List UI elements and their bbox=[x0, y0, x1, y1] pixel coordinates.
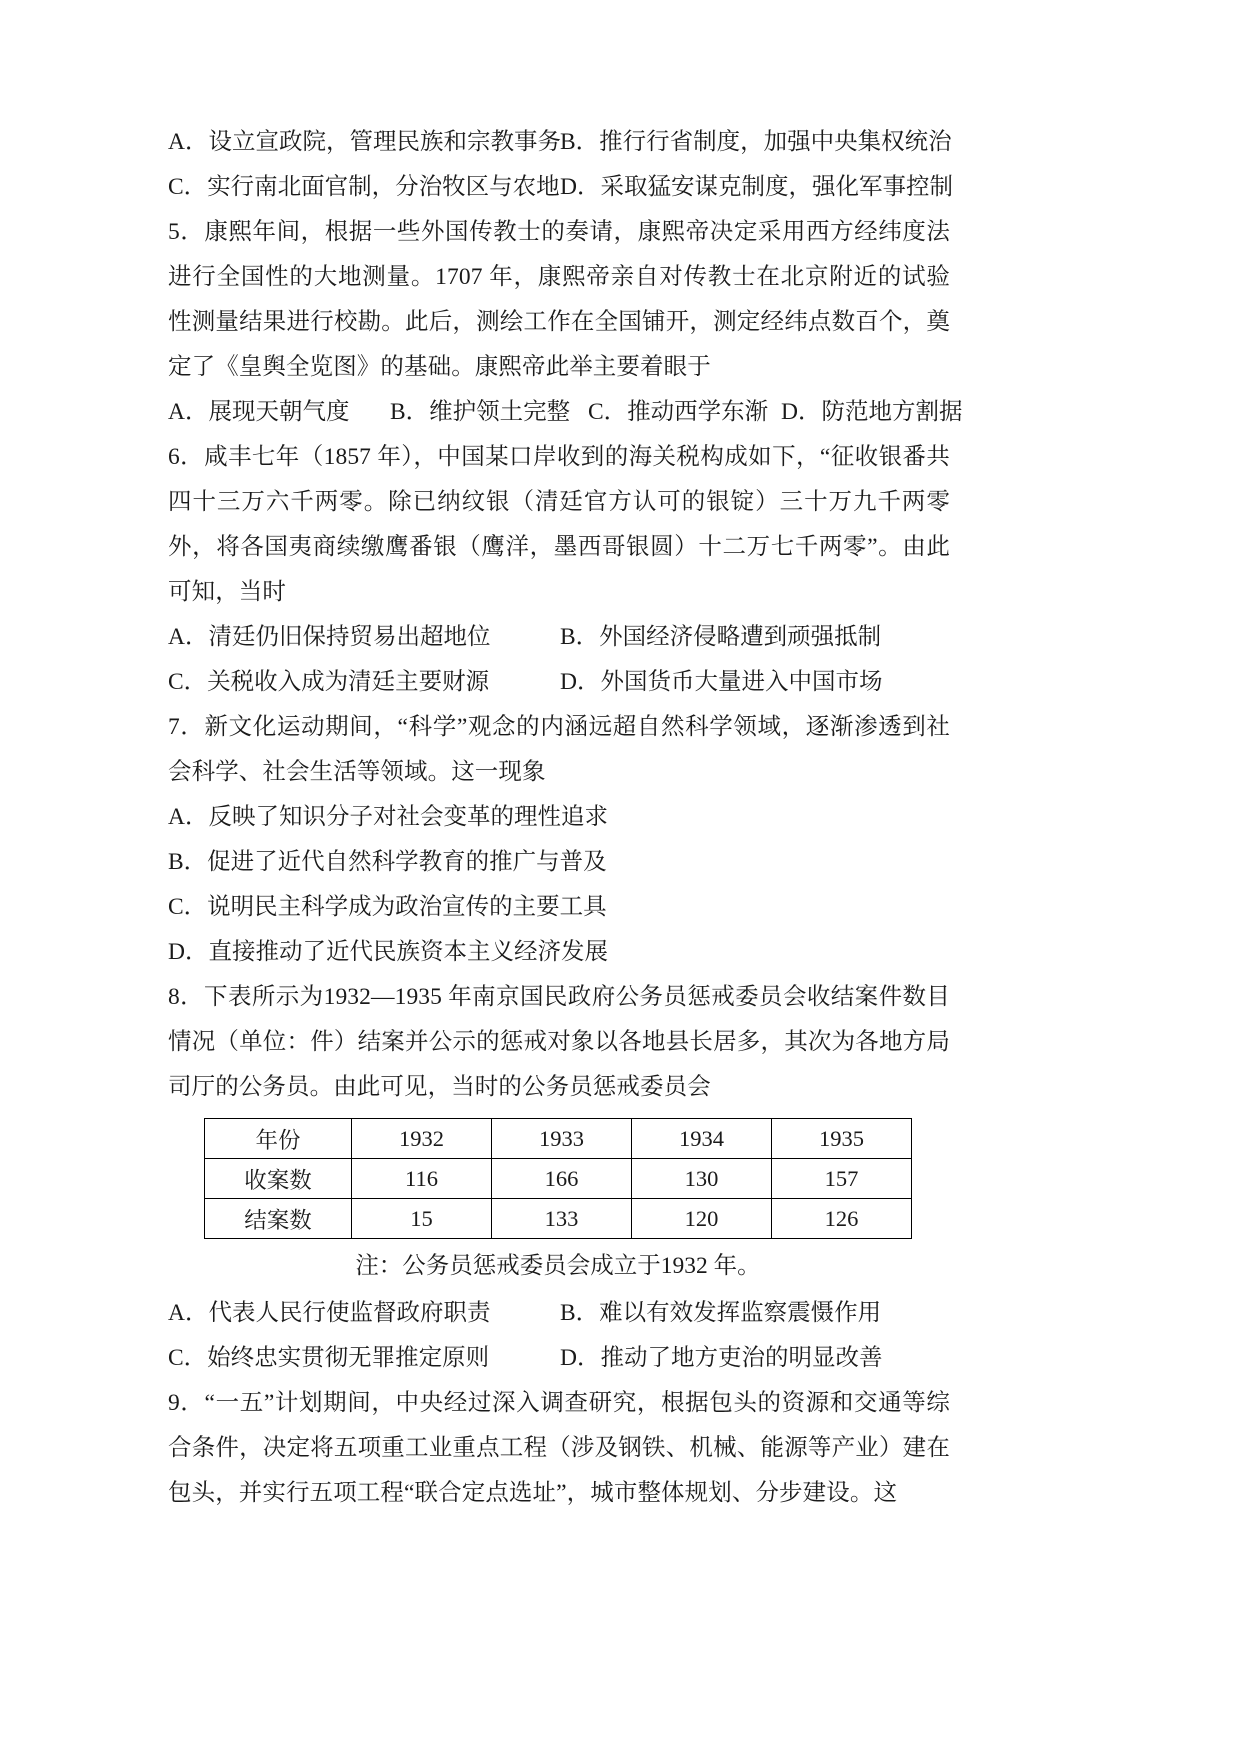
table-cell-year-1934: 1934 bbox=[632, 1119, 772, 1159]
q4-option-a[interactable]: A．设立宣政院，管理民族和宗教事务 bbox=[168, 129, 561, 155]
q5-stem: 5．康熙年间，根据一些外国传教士的奏请，康熙帝决定采用西方经纬度法进行全国性的大地测量。1707 年，康熙帝亲自对传教士在北京附近的试验性测量结果进行校勘。此后，测绘工作在全国铺开，测定经纬点数百个，奠定了《皇舆全览图》的基础。康熙帝此举主要着眼于 bbox=[168, 219, 950, 380]
table-row-label-received: 收案数 bbox=[205, 1159, 352, 1199]
table-cell-received-1934: 130 bbox=[632, 1159, 772, 1199]
q4-options-row-1 bbox=[168, 120, 950, 165]
q5-options-row bbox=[168, 390, 963, 435]
q8-options-row-1 bbox=[168, 1291, 950, 1336]
q6-options-row-2 bbox=[168, 660, 950, 705]
q6-options-row-1 bbox=[168, 615, 950, 660]
q4-options-row-2 bbox=[168, 165, 953, 210]
q5-option-c[interactable]: C．推动西学东渐 bbox=[588, 399, 769, 425]
table-cell-year-1933: 1933 bbox=[492, 1119, 632, 1159]
q5-option-a[interactable]: A．展现天朝气度 bbox=[168, 399, 350, 425]
page-content bbox=[168, 120, 963, 1516]
q4-option-d[interactable]: D．采取猛安谋克制度，强化军事控制 bbox=[560, 174, 953, 200]
q5-option-b[interactable]: B．维护领土完整 bbox=[390, 399, 571, 425]
q8-stem: 8．下表所示为1932—1935 年南京国民政府公务员惩戒委员会收结案件数目情况（单位：件）结案并公示的惩戒对象以各地县长居多，其次为各地方局司厅的公务员。由此可见，当时的公务员惩戒委员会 bbox=[168, 984, 950, 1100]
table-row-label-year: 年份 bbox=[205, 1119, 352, 1159]
q7-option-d[interactable]: D．直接推动了近代民族资本主义经济发展 bbox=[168, 939, 608, 965]
q4-option-c[interactable]: C．实行南北面官制，分治牧区与农地 bbox=[168, 174, 560, 200]
q8-options-row-2 bbox=[168, 1336, 950, 1381]
q4-option-b[interactable]: B．推行行省制度，加强中央集权统治 bbox=[560, 129, 952, 155]
q8-option-c[interactable]: C．始终忠实贯彻无罪推定原则 bbox=[168, 1345, 490, 1371]
q8-data-table bbox=[204, 1118, 912, 1239]
q8-option-a[interactable]: A．代表人民行使监督政府职责 bbox=[168, 1300, 491, 1326]
q6-option-c[interactable]: C．关税收入成为清廷主要财源 bbox=[168, 669, 490, 695]
q8-option-b[interactable]: B．难以有效发挥监察震慑作用 bbox=[560, 1300, 882, 1326]
q5-option-d[interactable]: D．防范地方割据 bbox=[781, 399, 963, 425]
table-row-label-closed: 结案数 bbox=[205, 1199, 352, 1239]
q8-option-d[interactable]: D．推动了地方吏治的明显改善 bbox=[560, 1345, 883, 1371]
table-cell-closed-1935: 126 bbox=[772, 1199, 912, 1239]
q6-option-d[interactable]: D．外国货币大量进入中国市场 bbox=[560, 669, 883, 695]
table-row bbox=[205, 1119, 912, 1159]
q7-option-a[interactable]: A．反映了知识分子对社会变革的理性追求 bbox=[168, 804, 608, 830]
q7-option-c[interactable]: C．说明民主科学成为政治宣传的主要工具 bbox=[168, 894, 607, 920]
q6-option-a[interactable]: A．清廷仍旧保持贸易出超地位 bbox=[168, 624, 491, 650]
q7-stem: 7．新文化运动期间，“科学”观念的内涵远超自然科学领域，逐渐渗透到社会科学、社会生活等领域。这一现象 bbox=[168, 714, 950, 785]
table-row bbox=[205, 1199, 912, 1239]
q6-stem: 6．咸丰七年（1857 年），中国某口岸收到的海关税构成如下，“征收银番共四十三万六千两零。除已纳纹银（清廷官方认可的银锭）三十万九千两零外，将各国夷商续缴鹰番银（鹰洋，墨西哥银圆）十二万七千两零”。由此可知，当时 bbox=[168, 444, 950, 605]
table-cell-received-1932: 116 bbox=[352, 1159, 492, 1199]
table-row bbox=[205, 1159, 912, 1199]
table-cell-closed-1934: 120 bbox=[632, 1199, 772, 1239]
q8-table-note: 注：公务员惩戒委员会成立于1932 年。 bbox=[355, 1253, 761, 1279]
table-cell-received-1933: 166 bbox=[492, 1159, 632, 1199]
q7-option-b[interactable]: B．促进了近代自然科学教育的推广与普及 bbox=[168, 849, 607, 875]
q9-stem: 9．“一五”计划期间，中央经过深入调查研究，根据包头的资源和交通等综合条件，决定将五项重工业重点工程（涉及钢铁、机械、能源等产业）建在包头，并实行五项工程“联合定点选址”，城市整体规划、分步建设。这 bbox=[168, 1390, 950, 1506]
q8-table-wrap bbox=[204, 1118, 912, 1239]
table-cell-closed-1932: 15 bbox=[352, 1199, 492, 1239]
table-cell-closed-1933: 133 bbox=[492, 1199, 632, 1239]
table-cell-received-1935: 157 bbox=[772, 1159, 912, 1199]
table-cell-year-1932: 1932 bbox=[352, 1119, 492, 1159]
table-cell-year-1935: 1935 bbox=[772, 1119, 912, 1159]
q6-option-b[interactable]: B．外国经济侵略遭到顽强抵制 bbox=[560, 624, 882, 650]
